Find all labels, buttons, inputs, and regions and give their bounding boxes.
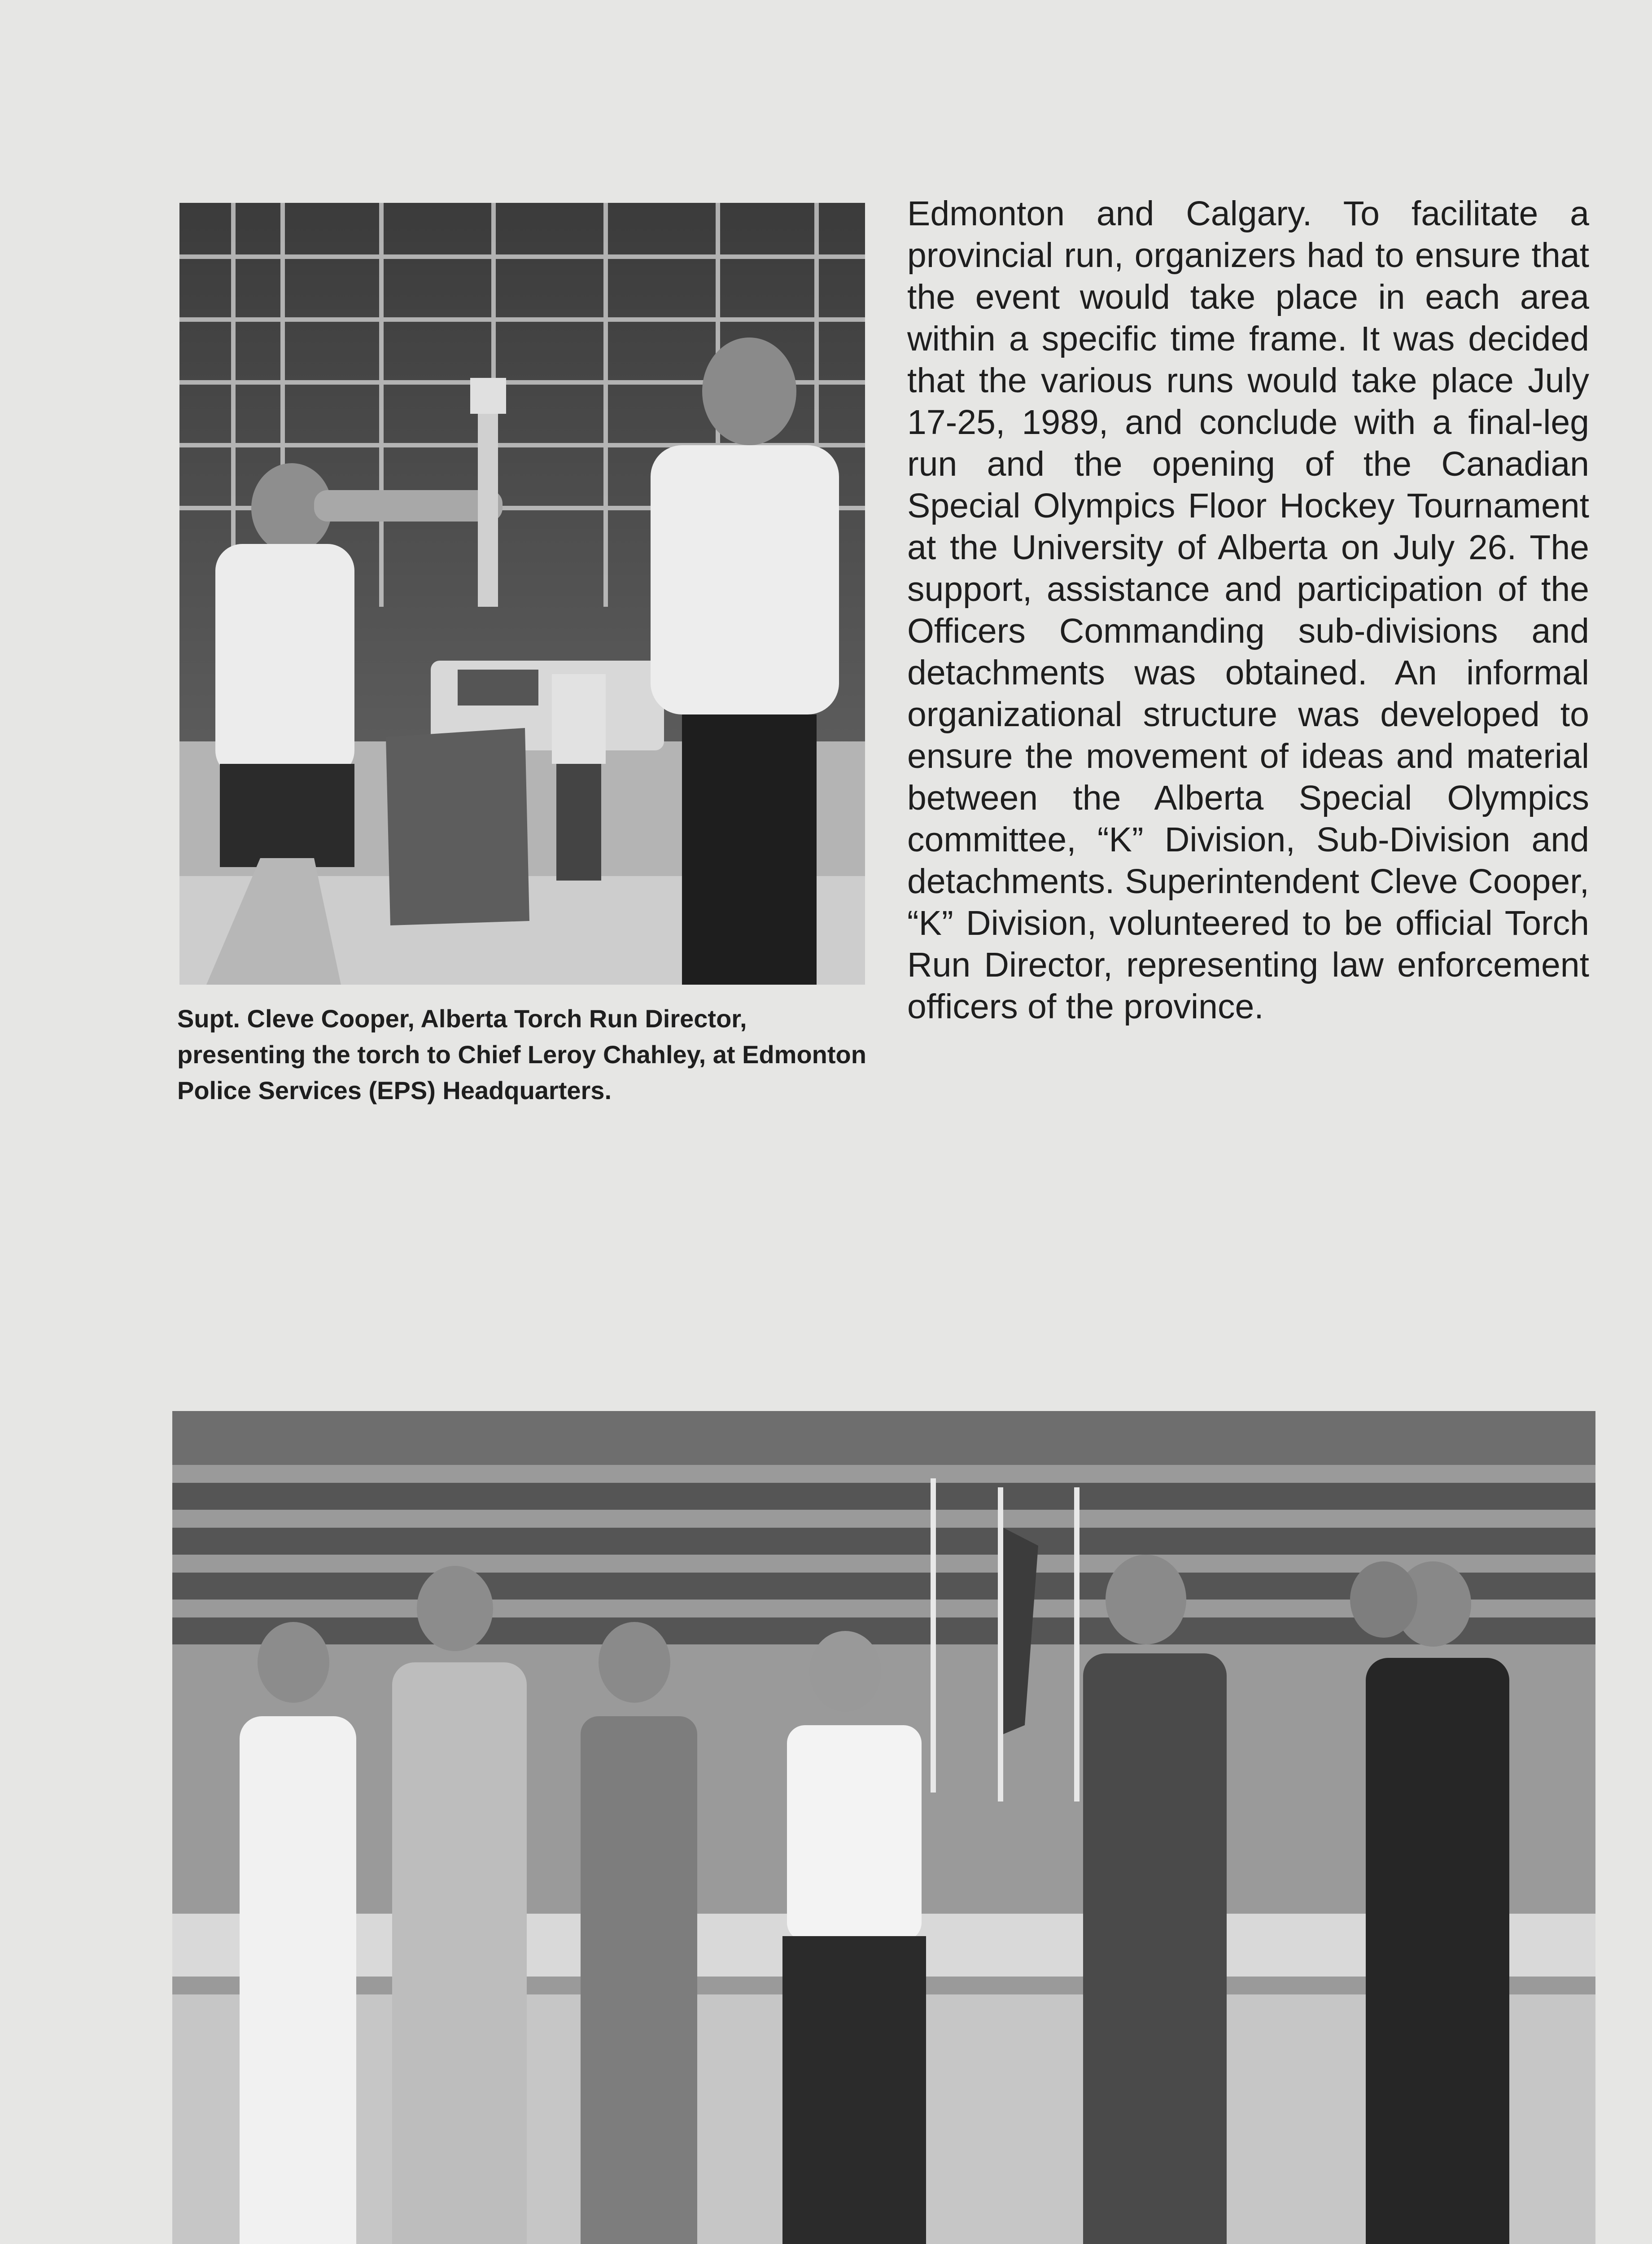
torch-handover-photo: [179, 203, 865, 985]
torch-handover-illustration: [179, 203, 865, 985]
dignitaries-illustration: [172, 1411, 1595, 2244]
top-photo-caption: Supt. Cleve Cooper, Alberta Torch Run Director, presenting the torch to Chief Leroy Chahley, at Edmonton Police Services (EPS) Headquarters.: [177, 1004, 866, 1104]
dignitaries-photo: [172, 1411, 1595, 2244]
article-body-text: Edmonton and Calgary. To facilitate a provincial run, organizers had to ensure that the event would take place in each area within a specific time frame. It was decided that the various runs would take place July 17-25, 1989, and conclude with a final-leg run and the opening of the Canadian Special Olympics Floor Hockey Tournament at the University of Alberta on July 26. The support, assistance and participation of the Officers Commanding sub-divisions and detachments was obtained. An informal organizational structure was developed to ensure the movement of ideas and material between the Alberta Special Olympics committee, “K” Division, Sub-Division and detachments. Superintendent Cleve Cooper, “K” Division, volunteered to be official Torch Run Director, representing law enforcement officers of the province.: [907, 194, 1589, 1026]
